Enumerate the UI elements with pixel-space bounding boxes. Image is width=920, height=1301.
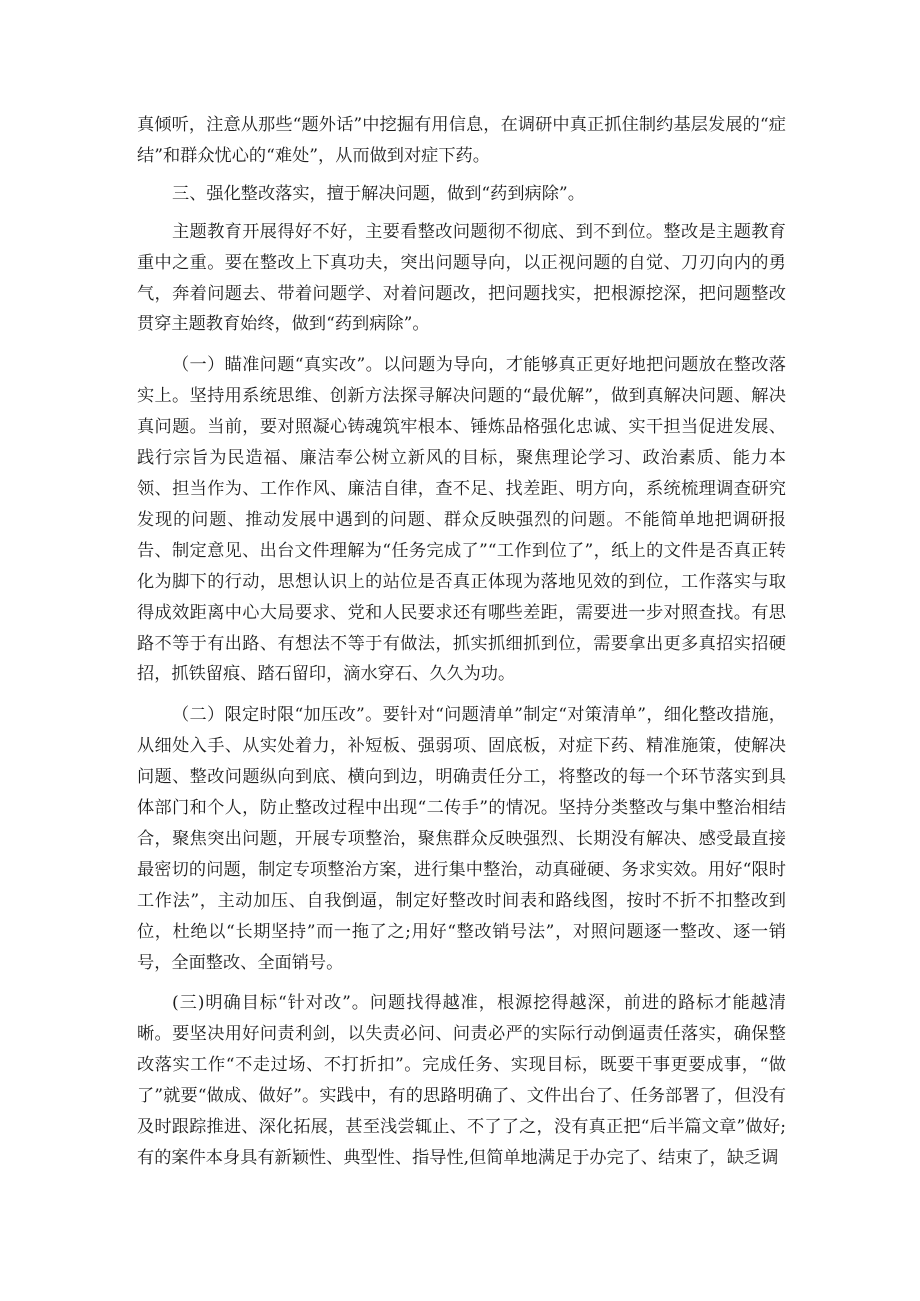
paragraph-intro: 主题教育开展得好不好，主要看整改问题彻不彻底、到不到位。整改是主题教育重中之重。要在整改上下真功夫，突出问题导向，以正视问题的自觉、刀刃向内的勇气，奔着问题去、带着问题学、对着问题改，把问题找实，把根源挖深，把问题整改贯穿主题教育始终，做到“药到病除”。 [137,221,786,335]
paragraph-continuation: 真倾听，注意从那些“题外话”中挖掘有用信息，在调研中真正抓住制约基层发展的“症结”和群众忧心的“难处”，从而做到对症下药。 [137,115,786,166]
paragraph-point-one: （一）瞄准问题“真实改”。以问题为导向，才能够真正更好地把问题放在整改落实上。坚持用系统思维、创新方法探寻解决问题的“最优解”，做到真解决问题、解决真问题。当前，要对照凝心铸魂筑牢根本、锤炼品格强化忠诚、实干担当促进发展、践行宗旨为民造福、廉洁奉公树立新风的目标，聚焦理论学习、政治素质、能力本领、担当作为、工作作风、廉洁自律，查不足、找差距、明方向，系统梳理调查研究发现的问题、推动发展中遇到的问题、群众反映强烈的问题。不能简单地把调研报告、制定意见、出台文件理解为“任务完成了”“工作到位了”，纸上的文件是否真正转化为脚下的行动，思想认识上的站位是否真正体现为落地见效的到位，工作落实与取得成效距离中心大局要求、党和人民要求还有哪些差距，需要进一步对照查找。有思路不等于有出路、有想法不等于有做法，抓实抓细抓到位，需要拿出更多真招实招硬招，抓铁留痕、踏石留印，滴水穿石、久久为功。 [137,355,786,685]
paragraph-point-two: （二）限定时限“加压改”。要针对“问题清单”制定“对策清单”，细化整改措施，从细处入手、从实处着力，补短板、强弱项、固底板，对症下药、精准施策，使解决问题、整改问题纵向到底、横向到边，明确责任分工，将整改的每一个环节落实到具体部门和个人，防止整改过程中出现“二传手”的情况。坚持分类整改与集中整治相结合，聚焦突出问题，开展专项整治，聚焦群众反映强烈、长期没有解决、感受最直接最密切的问题，制定专项整治方案，进行集中整治，动真碰硬、务求实效。用好“限时工作法”，主动加压、自我倒逼，制定好整改时间表和路线图，按时不折不扣整改到位，杜绝以“长期坚持”而一拖了之;用好“整改销号法”，对照问题逐一整改、逐一销号，全面整改、全面销号。 [137,705,786,973]
section-heading-three: 三、强化整改落实，擅于解决问题，做到“药到病除”。 [172,183,585,204]
paragraph-point-three: (三)明确目标“针对改”。问题找得越准，根源挖得越深，前进的路标才能越清晰。要坚决用好问责利剑，以失责必问、问责必严的实际行动倒逼责任落实，确保整改落实工作“不走过场、不打折扣”。完成任务、实现目标，既要干事更要成事，“做了”就要“做成、做好”。实践中，有的思路明确了、文件出台了、任务部署了，但没有及时跟踪推进、深化拓展，甚至浅尝辄止、不了了之，没有真正把“后半篇文章”做好;有的案件本身具有新颖性、典型性、指导性,但简单地满足于办完了、结束了，缺乏调 [137,993,786,1168]
